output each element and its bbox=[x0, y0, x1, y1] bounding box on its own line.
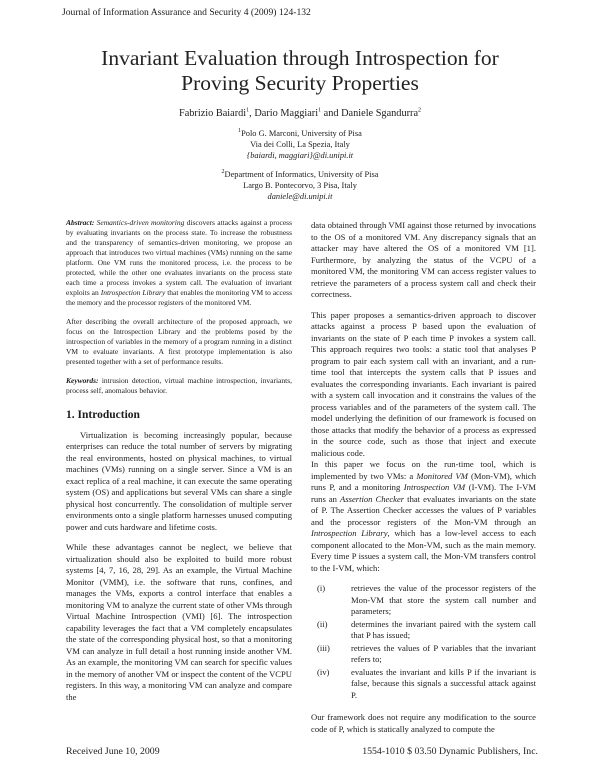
list-item-text: evaluates the invariant and kills P if the invariant is false, because this signals a successful attack against P. bbox=[351, 666, 536, 700]
list-item bbox=[311, 643, 536, 666]
step-list bbox=[311, 583, 536, 701]
p3-em-3: Assertion Checker bbox=[340, 493, 405, 504]
author-3: and Daniele Sgandurra bbox=[321, 108, 419, 119]
affiliation-1-sup: 1 bbox=[238, 128, 242, 135]
abstract-label: Abstract: bbox=[66, 218, 95, 227]
right-paragraph-3 bbox=[311, 459, 536, 574]
list-item-number: (iv) bbox=[317, 666, 330, 677]
p3-e: , which has a low-level access to each component allocated to the Mon-VM, such as the main memory. Every time P issues a system call, the Mon-VM transfers control to the I-VM, which: bbox=[311, 528, 536, 573]
list-item-number: (i) bbox=[317, 583, 326, 593]
list-item-text: determines the invariant paired with the system call that P has issued; bbox=[351, 618, 536, 640]
intro-paragraph-1: Virtualization is becoming increasingly popular, because enterprises can reduce the total number of servers by migrating the real environments, hosted on physical machines, to virtual machines (VMs) running on a single server. Since a VM is an exact replica of a real machine, it can execute the same operating system (OS) and applications but several VMs can share a single physical host concurrently. The consolidation of multiple server environments onto a single platform harnesses unused computing power and cuts hardware and lifetime costs. bbox=[66, 429, 292, 532]
affiliation-2-email: daniele@di.unipi.it bbox=[267, 192, 333, 201]
author-list bbox=[0, 108, 600, 119]
affiliation-2-line-2: Largo B. Pontecorvo, 3 Pisa, Italy bbox=[243, 181, 357, 190]
journal-header: Journal of Information Assurance and Security 4 (2009) 124-132 bbox=[62, 7, 311, 18]
p3-em-2: Introspection VM bbox=[403, 482, 466, 492]
left-column bbox=[66, 218, 292, 712]
right-column bbox=[311, 220, 536, 744]
right-paragraph-1: data obtained through VMI against those returned by invocations to the OS of a monitored VM. Any discrepancy signals that an attacker may have altered the OS of a monitored VM [1]. Furthermore, by analyzing the status of the VCPU of a monitored VM, the monitoring VM can access register values to retrieve the parameters of a process system call and check their correctness. bbox=[311, 220, 536, 299]
list-item-number: (ii) bbox=[317, 618, 328, 629]
affiliation-1-email: {baiardi, maggiari}@di.unipi.it bbox=[246, 151, 354, 160]
author-1-sup: 1 bbox=[246, 107, 250, 114]
abstract-paragraph-2: After describing the overall architecture of the proposed approach, we focus on the Introspection Library and the problems posed by the introspection of variables in the memory of a program running in a distinct VM to evaluate invariants. A first prototype implementation is also presented together with a set of performance results. bbox=[66, 317, 292, 366]
list-item-text: retrieves the values of P variables that the invariant refers to; bbox=[351, 642, 536, 664]
abstract-em-2: Introspection Library bbox=[100, 288, 166, 297]
abstract-em: Semantics-driven monitoring bbox=[96, 218, 185, 227]
author-2-sup: 1 bbox=[318, 107, 322, 114]
affiliation-1-line-2: Via dei Colli, La Spezia, Italy bbox=[250, 140, 350, 149]
affiliation-1-line-1: Polo G. Marconi, University of Pisa bbox=[241, 129, 362, 138]
publisher-footer: 1554-1010 $ 03.50 Dynamic Publishers, Inc. bbox=[362, 746, 538, 757]
received-date: Received June 10, 2009 bbox=[66, 746, 160, 757]
affiliation-1 bbox=[0, 128, 600, 161]
abstract bbox=[66, 218, 292, 308]
title-line-1: Invariant Evaluation through Introspection for bbox=[101, 46, 499, 70]
list-item-number: (iii) bbox=[317, 642, 330, 653]
p3-em-4: Introspection Library bbox=[311, 528, 388, 538]
list-item bbox=[311, 583, 536, 618]
author-3-sup: 2 bbox=[418, 107, 422, 114]
list-item bbox=[311, 619, 536, 642]
section-heading-introduction: 1. Introduction bbox=[66, 409, 140, 421]
p3-c: (I-VM). The I-VM runs an bbox=[311, 482, 536, 504]
affiliation-2-sup: 2 bbox=[221, 169, 225, 176]
list-item-text: retrieves the value of the processor registers of the Mon-VM that store the system call number and parameters; bbox=[351, 583, 536, 616]
intro-paragraph-2: While these advantages cannot be neglect, we believe that virtualization should also be exploited to build more robust systems [4, 7, 16, 28, 29]. As an example, the Virtual Machine Monitor (VMM), i.e. the software that runs, confines, and manages the VMs, exports a control interface that enables a monitoring VM to analyze the current state of other VMs through Virtual Machine Introspection (VMI) [6]. The introspection capability leverages the fact that a VM completely encapsulates the state of the corresponding physical host, so that a monitoring VM can analyze in full detail a host running inside another VM. As an example, the monitoring VM can search for specific values in the memory of another VM or inspect the content of the VCPU registers. In this way, a monitoring VM can analyze and compare the bbox=[66, 542, 292, 702]
author-2: , Dario Maggiari bbox=[249, 108, 319, 119]
list-item bbox=[311, 667, 536, 702]
affiliation-2-line-1: Department of Informatics, University of Pisa bbox=[224, 170, 379, 179]
abstract-text-2: that enables the monitoring VM to access the memory and the processor registers of the monitored VM. bbox=[66, 288, 292, 307]
p3-a: In this paper we focus on the run-time tool, which is implemented by two VMs: a bbox=[311, 459, 536, 481]
affiliation-2 bbox=[0, 169, 600, 202]
p3-em-1: Monitored VM bbox=[416, 470, 468, 481]
p3-b: (Mon-VM), which runs P, and a monitoring bbox=[311, 470, 536, 492]
right-paragraph-2: This paper proposes a semantics-driven approach to discover attacks against a process P based upon the evaluation of invariants on the state of P each time P invokes a system call. This approach requires two tools: a static tool that analyses P program to pair each system call with an invariant, and a run-time tool that intercepts the system calls that P issues and evaluates the corresponding invariants. Each invariant is paired with a system call invocation and it constrains the values of the process variables and of the parameters of the system call. The model underlying the definition of our framework is focused on those attacks that modify the behavior of a process as expressed in the source code, such as those that inject and execute malicious code. bbox=[311, 309, 536, 458]
abstract-text-1: discovers attacks against a process by evaluating invariants on the process state. To increase the robustness and the transparency of semantics-driven monitoring, we propose an approach that introduces two virtual machines (VMs) running on the same platform. One VM runs the monitored process, i.e. the process to be protected, while the other one evaluates invariants on the process state each time a process invokes a system call. The evaluation of invariant exploits an bbox=[66, 218, 293, 297]
keywords bbox=[66, 376, 292, 396]
paper-title bbox=[0, 46, 600, 96]
p3-d: that evaluates invariants on the state of P. The Assertion Checker accesses the values of P variables and the processor registers of the Mon-VM through an bbox=[311, 493, 536, 527]
author-1: Fabrizio Baiardi bbox=[178, 108, 247, 119]
keywords-label: Keywords: bbox=[66, 376, 99, 385]
title-line-2: Proving Security Properties bbox=[181, 71, 419, 95]
keywords-text: intrusion detection, virtual machine introspection, invariants, process self, anomalous behavior. bbox=[66, 376, 292, 395]
right-paragraph-4: Our framework does not require any modification to the source code of P, which is statically analyzed to compute the bbox=[311, 712, 536, 734]
